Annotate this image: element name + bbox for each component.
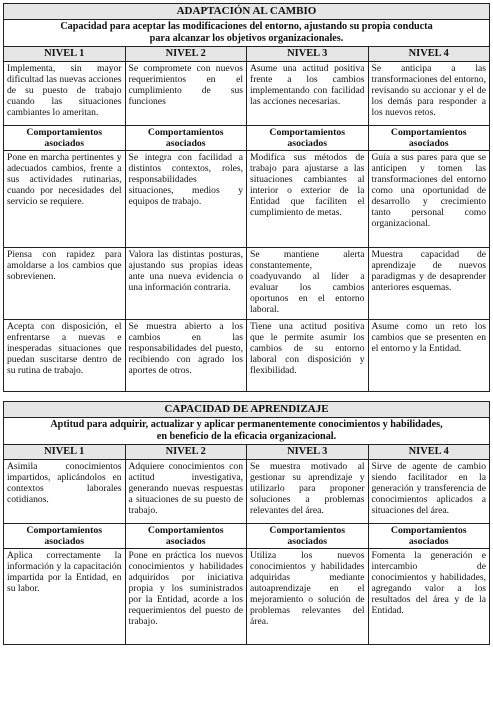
behaviors-header	[247, 524, 369, 549]
behaviors-header	[4, 126, 126, 151]
behaviors-header-line: Comportamientos	[390, 127, 467, 138]
behavior-cell: Utiliza los nuevos conocimientos y habilidades adquiridas mediante autoaprendizaje en el mejoramiento o solución de problemas relevantes del área.	[247, 549, 369, 645]
behavior-cell: Se muestra abierto a los cambios en las responsabilidades del puesto, recibiendo con agrado los aportes de otros.	[125, 320, 247, 392]
behavior-cell: Valora las distintas posturas, ajustando sus propias ideas ante una nueva evidencia o una información contraria.	[125, 248, 247, 320]
behaviors-header-line: asociados	[408, 138, 449, 149]
level-header: NIVEL 4	[368, 47, 490, 62]
level-header: NIVEL 2	[125, 445, 247, 460]
behaviors-header-row	[4, 524, 490, 549]
competency-document	[3, 3, 490, 645]
behavior-cell: Se mantiene alerta constantemente, coadyuvando al líder a evaluar los cambios oportunos en el entorno laboral.	[247, 248, 369, 320]
behaviors-header-line: Comportamientos	[269, 525, 346, 536]
level-header: NIVEL 2	[125, 47, 247, 62]
behaviors-header	[125, 126, 247, 151]
behaviors-header-line: asociados	[165, 536, 206, 547]
level-header-row	[4, 445, 490, 460]
behaviors-header-line: Comportamientos	[147, 525, 224, 536]
behavior-cell: Guía a sus pares para que se anticipen y tomen las transformaciones del entorno como una oportunidad de desarrollo y crecimiento tanto personal como organizacional.	[368, 151, 490, 248]
behaviors-header-line: Comportamientos	[26, 525, 103, 536]
level-header: NIVEL 4	[368, 445, 490, 460]
behaviors-header-line: Comportamientos	[269, 127, 346, 138]
behavior-cell: Modifica sus métodos de trabajo para ajustarse a las situaciones cambiantes al interior o exterior de la Entidad que faciliten el cumplimiento de metas.	[247, 151, 369, 248]
level-header: NIVEL 1	[4, 445, 126, 460]
level-description: Se muestra motivado al gestionar su aprendizaje y utilizarlo para proponer soluciones a problemas relevantes del área.	[247, 460, 369, 524]
section-description	[4, 20, 490, 47]
behaviors-header	[368, 524, 490, 549]
level-description: Implementa, sin mayor dificultad las nuevas acciones de su puesto de trabajo cuando las situaciones cambiantes lo ameritan.	[4, 62, 126, 126]
behaviors-header	[4, 524, 126, 549]
section-spacer	[3, 392, 490, 401]
behavior-cell: Piensa con rapidez para amoldarse a los cambios que sobrevienen.	[4, 248, 126, 320]
level-header: NIVEL 3	[247, 445, 369, 460]
behaviors-header-line: Comportamientos	[390, 525, 467, 536]
section-title: ADAPTACIÓN AL CAMBIO	[4, 4, 490, 20]
behaviors-header-line: asociados	[165, 138, 206, 149]
description-line: para alcanzar los objetivos organizacionales.	[149, 33, 344, 44]
behavior-cell: Pone en marcha pertinentes y adecuados cambios, frente a sus actividades rutinarias, cuando por necesidades del servicio se requiere.	[4, 151, 126, 248]
description-line: en beneficio de la eficacia organizacional.	[156, 431, 337, 442]
level-description: Asume una actitud positiva frente a los cambios implementando con facilidad las acciones necesarias.	[247, 62, 369, 126]
level-description-row	[4, 62, 490, 126]
level-description: Se anticipa a las transformaciones del entorno, revisando su accionar y el de los demás para responder a los nuevos retos.	[368, 62, 490, 126]
level-header: NIVEL 1	[4, 47, 126, 62]
behavior-row	[4, 320, 490, 392]
behaviors-header-line: Comportamientos	[147, 127, 224, 138]
behavior-cell: Tiene una actitud positiva que le permite asumir los cambios de su entorno laboral con disposición y flexibilidad.	[247, 320, 369, 392]
behavior-cell: Fomenta la generación e intercambio de conocimientos y habilidades, agregando valor a los resultados del área y de la Entidad.	[368, 549, 490, 645]
level-description: Adquiere conocimientos con actitud investigativa, generando nuevas respuestas a situaciones de su puesto de trabajo.	[125, 460, 247, 524]
section-title: CAPACIDAD DE APRENDIZAJE	[4, 402, 490, 418]
behaviors-header-line: asociados	[287, 536, 328, 547]
level-description-row	[4, 460, 490, 524]
behaviors-header-line: asociados	[44, 138, 85, 149]
behaviors-header-line: Comportamientos	[26, 127, 103, 138]
behaviors-header-line: asociados	[44, 536, 85, 547]
level-description: Sirve de agente de cambio siendo facilitador en la generación y transferencia de conocimientos aplicados a situaciones del área.	[368, 460, 490, 524]
behaviors-header-line: asociados	[408, 536, 449, 547]
level-header: NIVEL 3	[247, 47, 369, 62]
competency-table-adaptation	[3, 3, 490, 392]
level-header-row	[4, 47, 490, 62]
behavior-cell: Se integra con facilidad a distintos contextos, roles, responsabilidades situaciones, medios y equipos de trabajo.	[125, 151, 247, 248]
behavior-row	[4, 549, 490, 645]
behavior-row	[4, 151, 490, 248]
behaviors-header-line: asociados	[287, 138, 328, 149]
behavior-cell: Asume como un reto los cambios que se presenten en el entorno y la Entidad.	[368, 320, 490, 392]
behavior-cell: Aplica correctamente la información y la capacitación impartida por la Entidad, en su labor.	[4, 549, 126, 645]
description-line: Capacidad para aceptar las modificaciones del entorno, ajustando su propia conducta	[60, 21, 433, 32]
description-line: Aptitud para adquirir, actualizar y aplicar permanentemente conocimientos y habilidades,	[50, 419, 443, 430]
competency-table-learning	[3, 401, 490, 645]
behavior-row	[4, 248, 490, 320]
behaviors-header	[247, 126, 369, 151]
behaviors-header	[125, 524, 247, 549]
behavior-cell: Acepta con disposición, el enfrentarse a nuevas e inesperadas situaciones que puedan suscitarse dentro de su rutina de trabajo.	[4, 320, 126, 392]
behavior-cell: Pone en práctica los nuevos conocimientos y habilidades adquiridos por iniciativa propia y los suministrados por la Entidad, acorde a los requerimientos del puesto de trabajo.	[125, 549, 247, 645]
level-description: Se compromete con nuevos requerimientos en el cumplimiento de sus funciones	[125, 62, 247, 126]
section-description	[4, 418, 490, 445]
level-description: Asimila conocimientos impartidos, aplicándolos en contextos laborales cotidianos.	[4, 460, 126, 524]
behaviors-header-row	[4, 126, 490, 151]
behavior-cell: Muestra capacidad de aprendizaje de nuevos paradigmas y de desaprender anteriores esquemas.	[368, 248, 490, 320]
behaviors-header	[368, 126, 490, 151]
